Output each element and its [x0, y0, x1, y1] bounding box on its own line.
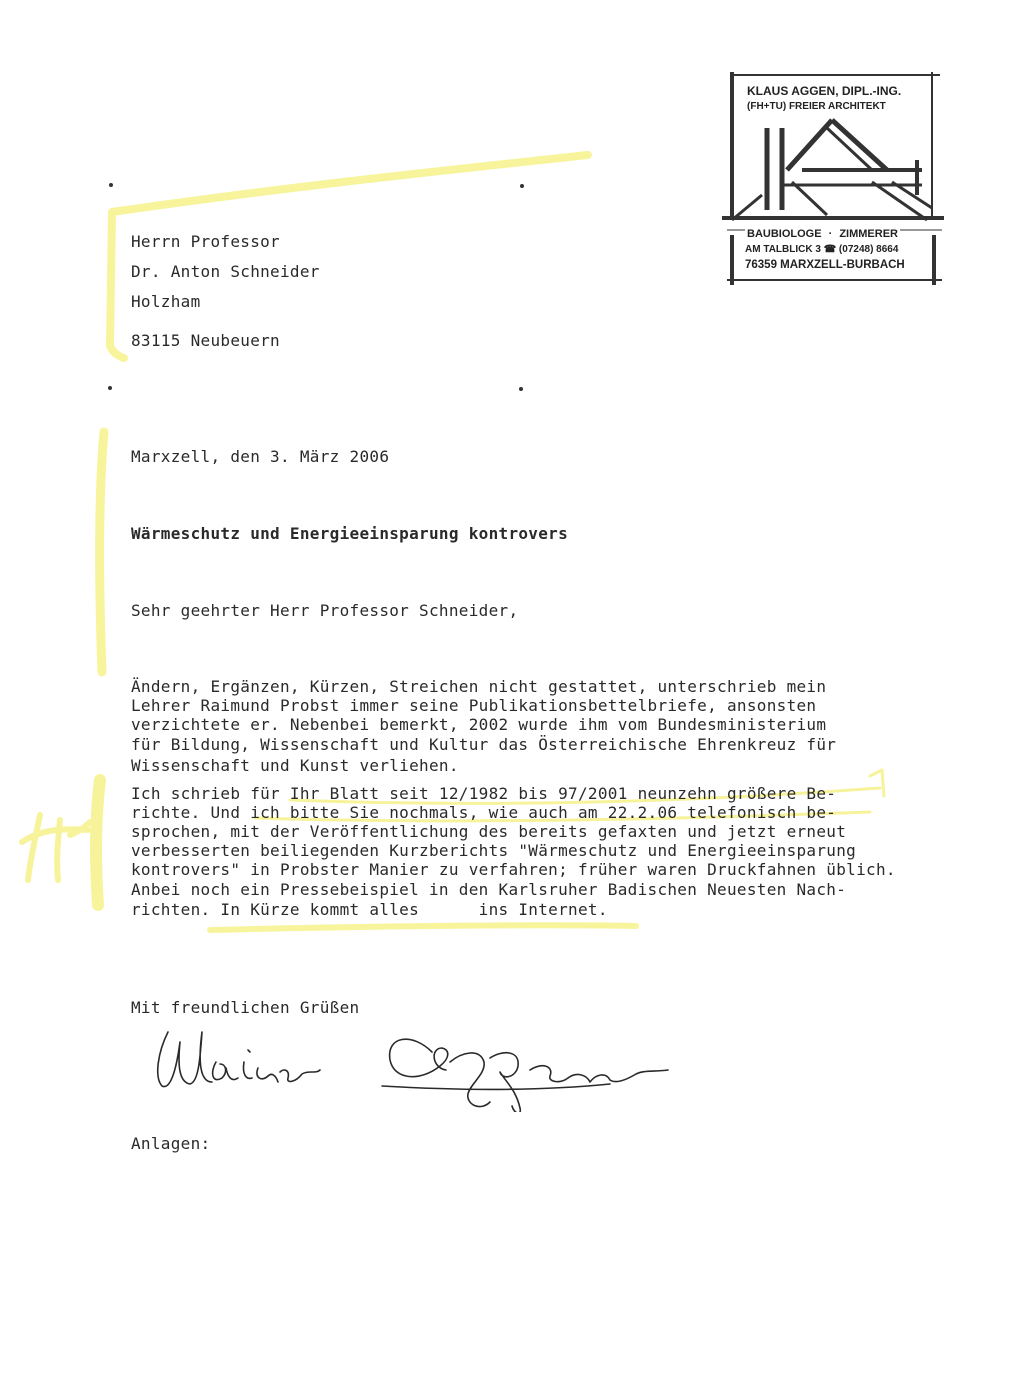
paragraph-line: Lehrer Raimund Probst immer seine Publikationsbettelbriefe, ansonsten: [131, 696, 817, 715]
letterhead-stamp: [722, 70, 944, 290]
enclosures: Anlagen:: [131, 1134, 211, 1153]
letter-date: Marxzell, den 3. März 2006: [131, 447, 390, 466]
recipient-line: Holzham: [131, 292, 201, 311]
paragraph-line: Ändern, Ergänzen, Kürzen, Streichen nicht gestattet, unterschrieb mein: [131, 677, 827, 696]
recipient-line: Dr. Anton Schneider: [131, 262, 320, 281]
paragraph-line: richte. Und ich bitte Sie nochmals, wie auch am 22.2.06 telefonisch be-: [131, 803, 837, 822]
paragraph-line: verbesserten beiliegenden Kurzberichts "Wärmeschutz und Energieeinsparung: [131, 841, 857, 860]
paragraph-line: Anbei noch ein Pressebeispiel in den Karlsruher Badischen Neuesten Nach-: [131, 880, 847, 899]
highlight-left-bracket: [100, 432, 104, 672]
recipient-line: Herrn Professor: [131, 232, 280, 251]
paragraph-line: Ich schrieb für Ihr Blatt seit 12/1982 bis 97/2001 neunzehn größere Be-: [131, 784, 837, 803]
paragraph-line: für Bildung, Wissenschaft und Kultur das Österreichische Ehrenkreuz für: [131, 735, 837, 754]
highlight-margin-bar: [96, 780, 100, 905]
highlight-recipient-bracket: [110, 155, 588, 358]
highlight-underline-3: [210, 925, 636, 930]
highlight-mark-fett: [22, 815, 90, 880]
paragraph-line: richten. In Kürze kommt alles ins Internet.: [131, 900, 608, 919]
paragraph-line: sprochen, mit der Veröffentlichung des bereits gefaxten und jetzt erneut: [131, 822, 847, 841]
stamp-line-name: KLAUS AGGEN, DIPL.-ING.: [747, 84, 902, 98]
recipient-line: 83115 Neubeuern: [131, 331, 280, 350]
paragraph-line: Wissenschaft und Kunst verliehen.: [131, 756, 459, 775]
paragraph-line: verzichtete er. Nebenbei bemerkt, 2002 wurde ihm vom Bundesministerium: [131, 715, 827, 734]
signature: [150, 1022, 690, 1112]
stamp-line-title: (FH+TU) FREIER ARCHITEKT: [747, 101, 886, 112]
closing: Mit freundlichen Grüßen: [131, 998, 360, 1017]
salutation: Sehr geehrter Herr Professor Schneider,: [131, 601, 519, 620]
paragraph-line: kontrovers" in Probster Manier zu verfahren; früher waren Druckfahnen üblich.: [131, 860, 896, 879]
fold-mark: [108, 386, 112, 390]
fold-mark: [519, 387, 523, 391]
highlight-check: [870, 770, 884, 796]
stamp-line-city: 76359 MARXZELL-BURBACH: [745, 259, 905, 271]
fold-mark: [109, 183, 113, 187]
fold-mark: [520, 184, 524, 188]
letter-subject: Wärmeschutz und Energieeinsparung kontrovers: [131, 524, 569, 543]
stamp-line-profession: BAUBIOLOGE · ZIMMERER: [747, 228, 898, 240]
stamp-line-address: AM TALBLICK 3 ☎ (07248) 8664: [745, 244, 899, 255]
